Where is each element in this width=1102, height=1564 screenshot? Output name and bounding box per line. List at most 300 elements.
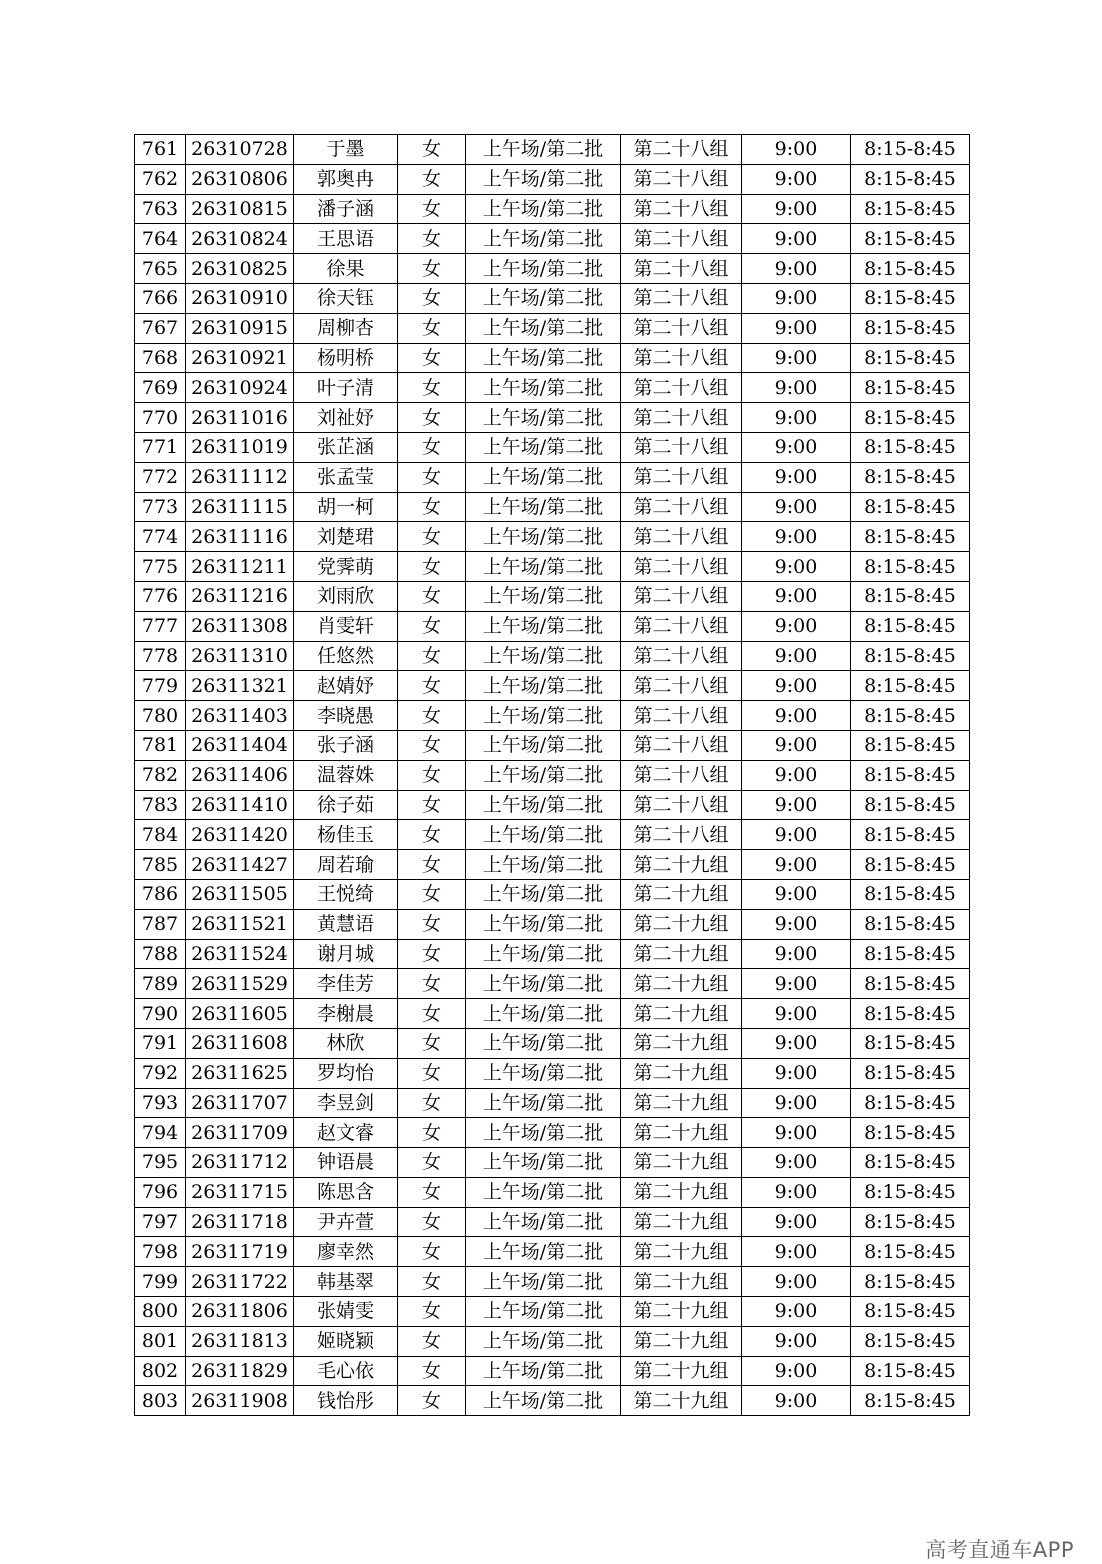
group-cell: 第二十九组 bbox=[621, 850, 742, 880]
seq-no-cell: 763 bbox=[135, 194, 186, 224]
check-in-time-cell: 8:15-8:45 bbox=[851, 492, 970, 522]
seq-no-cell: 786 bbox=[135, 879, 186, 909]
student-name-cell: 李昱剑 bbox=[294, 1088, 398, 1118]
session-batch-cell: 上午场/第二批 bbox=[466, 1237, 621, 1267]
student-name-cell: 王思语 bbox=[294, 224, 398, 254]
gender-cell: 女 bbox=[398, 1028, 466, 1058]
session-batch-cell: 上午场/第二批 bbox=[466, 1207, 621, 1237]
student-name-cell: 陈思含 bbox=[294, 1177, 398, 1207]
session-batch-cell: 上午场/第二批 bbox=[466, 135, 621, 165]
watermark-text: 高考直通车APP bbox=[925, 1538, 1074, 1562]
exam-time-cell: 9:00 bbox=[742, 879, 851, 909]
candidate-id-cell: 26311420 bbox=[186, 820, 294, 850]
gender-cell: 女 bbox=[398, 403, 466, 433]
candidate-id-cell: 26311829 bbox=[186, 1356, 294, 1386]
session-batch-cell: 上午场/第二批 bbox=[466, 283, 621, 313]
table-row bbox=[135, 581, 970, 611]
candidate-id-cell: 26310825 bbox=[186, 254, 294, 284]
session-batch-cell: 上午场/第二批 bbox=[466, 254, 621, 284]
table-row bbox=[135, 432, 970, 462]
student-name-cell: 廖幸然 bbox=[294, 1237, 398, 1267]
group-cell: 第二十八组 bbox=[621, 343, 742, 373]
candidate-id-cell: 26311211 bbox=[186, 552, 294, 582]
session-batch-cell: 上午场/第二批 bbox=[466, 1356, 621, 1386]
seq-no-cell: 791 bbox=[135, 1028, 186, 1058]
student-name-cell: 张子涵 bbox=[294, 730, 398, 760]
gender-cell: 女 bbox=[398, 1237, 466, 1267]
table-row bbox=[135, 730, 970, 760]
check-in-time-cell: 8:15-8:45 bbox=[851, 1326, 970, 1356]
candidate-id-cell: 26311806 bbox=[186, 1297, 294, 1327]
group-cell: 第二十九组 bbox=[621, 1297, 742, 1327]
seq-no-cell: 795 bbox=[135, 1148, 186, 1178]
session-batch-cell: 上午场/第二批 bbox=[466, 641, 621, 671]
exam-time-cell: 9:00 bbox=[742, 462, 851, 492]
group-cell: 第二十八组 bbox=[621, 403, 742, 433]
seq-no-cell: 773 bbox=[135, 492, 186, 522]
table-row bbox=[135, 462, 970, 492]
session-batch-cell: 上午场/第二批 bbox=[466, 909, 621, 939]
check-in-time-cell: 8:15-8:45 bbox=[851, 999, 970, 1029]
gender-cell: 女 bbox=[398, 1297, 466, 1327]
session-batch-cell: 上午场/第二批 bbox=[466, 432, 621, 462]
table-row bbox=[135, 939, 970, 969]
exam-time-cell: 9:00 bbox=[742, 939, 851, 969]
table-row bbox=[135, 671, 970, 701]
check-in-time-cell: 8:15-8:45 bbox=[851, 1207, 970, 1237]
student-name-cell: 刘楚珺 bbox=[294, 522, 398, 552]
session-batch-cell: 上午场/第二批 bbox=[466, 164, 621, 194]
check-in-time-cell: 8:15-8:45 bbox=[851, 1148, 970, 1178]
exam-time-cell: 9:00 bbox=[742, 641, 851, 671]
check-in-time-cell: 8:15-8:45 bbox=[851, 850, 970, 880]
group-cell: 第二十八组 bbox=[621, 701, 742, 731]
table-row bbox=[135, 224, 970, 254]
exam-time-cell: 9:00 bbox=[742, 850, 851, 880]
exam-time-cell: 9:00 bbox=[742, 1267, 851, 1297]
check-in-time-cell: 8:15-8:45 bbox=[851, 611, 970, 641]
seq-no-cell: 790 bbox=[135, 999, 186, 1029]
exam-time-cell: 9:00 bbox=[742, 254, 851, 284]
exam-time-cell: 9:00 bbox=[742, 730, 851, 760]
gender-cell: 女 bbox=[398, 909, 466, 939]
table-row bbox=[135, 1177, 970, 1207]
candidate-id-cell: 26311524 bbox=[186, 939, 294, 969]
table-row bbox=[135, 641, 970, 671]
check-in-time-cell: 8:15-8:45 bbox=[851, 879, 970, 909]
session-batch-cell: 上午场/第二批 bbox=[466, 1267, 621, 1297]
student-name-cell: 李榭晨 bbox=[294, 999, 398, 1029]
table-row bbox=[135, 1207, 970, 1237]
group-cell: 第二十八组 bbox=[621, 224, 742, 254]
check-in-time-cell: 8:15-8:45 bbox=[851, 671, 970, 701]
group-cell: 第二十九组 bbox=[621, 1148, 742, 1178]
student-name-cell: 张芷涵 bbox=[294, 432, 398, 462]
session-batch-cell: 上午场/第二批 bbox=[466, 462, 621, 492]
candidate-id-cell: 26311722 bbox=[186, 1267, 294, 1297]
seq-no-cell: 775 bbox=[135, 552, 186, 582]
gender-cell: 女 bbox=[398, 1267, 466, 1297]
exam-time-cell: 9:00 bbox=[742, 1207, 851, 1237]
candidate-id-cell: 26311427 bbox=[186, 850, 294, 880]
exam-time-cell: 9:00 bbox=[742, 701, 851, 731]
session-batch-cell: 上午场/第二批 bbox=[466, 760, 621, 790]
table-row bbox=[135, 1058, 970, 1088]
group-cell: 第二十九组 bbox=[621, 969, 742, 999]
seq-no-cell: 787 bbox=[135, 909, 186, 939]
table-row bbox=[135, 403, 970, 433]
check-in-time-cell: 8:15-8:45 bbox=[851, 135, 970, 165]
seq-no-cell: 776 bbox=[135, 581, 186, 611]
group-cell: 第二十九组 bbox=[621, 1386, 742, 1416]
group-cell: 第二十八组 bbox=[621, 671, 742, 701]
candidate-id-cell: 26311608 bbox=[186, 1028, 294, 1058]
table-row bbox=[135, 611, 970, 641]
candidate-id-cell: 26310728 bbox=[186, 135, 294, 165]
check-in-time-cell: 8:15-8:45 bbox=[851, 313, 970, 343]
gender-cell: 女 bbox=[398, 999, 466, 1029]
session-batch-cell: 上午场/第二批 bbox=[466, 403, 621, 433]
group-cell: 第二十八组 bbox=[621, 254, 742, 284]
exam-time-cell: 9:00 bbox=[742, 1088, 851, 1118]
session-batch-cell: 上午场/第二批 bbox=[466, 611, 621, 641]
table-row bbox=[135, 492, 970, 522]
table-row bbox=[135, 1267, 970, 1297]
seq-no-cell: 762 bbox=[135, 164, 186, 194]
check-in-time-cell: 8:15-8:45 bbox=[851, 969, 970, 999]
session-batch-cell: 上午场/第二批 bbox=[466, 701, 621, 731]
exam-time-cell: 9:00 bbox=[742, 1058, 851, 1088]
check-in-time-cell: 8:15-8:45 bbox=[851, 641, 970, 671]
candidate-id-cell: 26311605 bbox=[186, 999, 294, 1029]
gender-cell: 女 bbox=[398, 462, 466, 492]
student-name-cell: 党霁萌 bbox=[294, 552, 398, 582]
candidate-id-cell: 26310824 bbox=[186, 224, 294, 254]
session-batch-cell: 上午场/第二批 bbox=[466, 939, 621, 969]
exam-time-cell: 9:00 bbox=[742, 671, 851, 701]
student-name-cell: 刘祉妤 bbox=[294, 403, 398, 433]
gender-cell: 女 bbox=[398, 760, 466, 790]
gender-cell: 女 bbox=[398, 1088, 466, 1118]
student-name-cell: 毛心依 bbox=[294, 1356, 398, 1386]
roster-body bbox=[135, 135, 970, 1416]
table-row bbox=[135, 909, 970, 939]
check-in-time-cell: 8:15-8:45 bbox=[851, 1088, 970, 1118]
candidate-id-cell: 26311529 bbox=[186, 969, 294, 999]
exam-time-cell: 9:00 bbox=[742, 820, 851, 850]
candidate-id-cell: 26311019 bbox=[186, 432, 294, 462]
exam-time-cell: 9:00 bbox=[742, 552, 851, 582]
exam-time-cell: 9:00 bbox=[742, 1326, 851, 1356]
check-in-time-cell: 8:15-8:45 bbox=[851, 730, 970, 760]
table-row bbox=[135, 283, 970, 313]
seq-no-cell: 772 bbox=[135, 462, 186, 492]
candidate-id-cell: 26311813 bbox=[186, 1326, 294, 1356]
student-name-cell: 李晓愚 bbox=[294, 701, 398, 731]
gender-cell: 女 bbox=[398, 701, 466, 731]
table-row bbox=[135, 1148, 970, 1178]
session-batch-cell: 上午场/第二批 bbox=[466, 1028, 621, 1058]
group-cell: 第二十八组 bbox=[621, 522, 742, 552]
group-cell: 第二十九组 bbox=[621, 1058, 742, 1088]
table-row bbox=[135, 1118, 970, 1148]
check-in-time-cell: 8:15-8:45 bbox=[851, 1297, 970, 1327]
exam-time-cell: 9:00 bbox=[742, 1386, 851, 1416]
session-batch-cell: 上午场/第二批 bbox=[466, 1088, 621, 1118]
candidate-id-cell: 26310806 bbox=[186, 164, 294, 194]
student-name-cell: 徐子茹 bbox=[294, 790, 398, 820]
session-batch-cell: 上午场/第二批 bbox=[466, 1297, 621, 1327]
seq-no-cell: 783 bbox=[135, 790, 186, 820]
student-name-cell: 赵文睿 bbox=[294, 1118, 398, 1148]
exam-time-cell: 9:00 bbox=[742, 135, 851, 165]
candidate-id-cell: 26311115 bbox=[186, 492, 294, 522]
student-name-cell: 任悠然 bbox=[294, 641, 398, 671]
gender-cell: 女 bbox=[398, 1148, 466, 1178]
seq-no-cell: 765 bbox=[135, 254, 186, 284]
table-row bbox=[135, 701, 970, 731]
group-cell: 第二十八组 bbox=[621, 164, 742, 194]
check-in-time-cell: 8:15-8:45 bbox=[851, 403, 970, 433]
group-cell: 第二十八组 bbox=[621, 552, 742, 582]
table-row bbox=[135, 313, 970, 343]
candidate-id-cell: 26310815 bbox=[186, 194, 294, 224]
student-name-cell: 胡一柯 bbox=[294, 492, 398, 522]
seq-no-cell: 777 bbox=[135, 611, 186, 641]
gender-cell: 女 bbox=[398, 135, 466, 165]
exam-time-cell: 9:00 bbox=[742, 581, 851, 611]
gender-cell: 女 bbox=[398, 1356, 466, 1386]
group-cell: 第二十九组 bbox=[621, 1177, 742, 1207]
check-in-time-cell: 8:15-8:45 bbox=[851, 283, 970, 313]
gender-cell: 女 bbox=[398, 939, 466, 969]
candidate-id-cell: 26310924 bbox=[186, 373, 294, 403]
candidate-id-cell: 26311410 bbox=[186, 790, 294, 820]
student-name-cell: 温蓉姝 bbox=[294, 760, 398, 790]
exam-time-cell: 9:00 bbox=[742, 760, 851, 790]
session-batch-cell: 上午场/第二批 bbox=[466, 969, 621, 999]
exam-time-cell: 9:00 bbox=[742, 611, 851, 641]
seq-no-cell: 768 bbox=[135, 343, 186, 373]
table-row bbox=[135, 254, 970, 284]
check-in-time-cell: 8:15-8:45 bbox=[851, 164, 970, 194]
group-cell: 第二十九组 bbox=[621, 1088, 742, 1118]
student-name-cell: 肖雯轩 bbox=[294, 611, 398, 641]
student-name-cell: 张孟莹 bbox=[294, 462, 398, 492]
group-cell: 第二十八组 bbox=[621, 432, 742, 462]
student-name-cell: 姬晓颖 bbox=[294, 1326, 398, 1356]
gender-cell: 女 bbox=[398, 313, 466, 343]
check-in-time-cell: 8:15-8:45 bbox=[851, 1118, 970, 1148]
exam-time-cell: 9:00 bbox=[742, 432, 851, 462]
table-row bbox=[135, 1028, 970, 1058]
session-batch-cell: 上午场/第二批 bbox=[466, 1118, 621, 1148]
candidate-id-cell: 26311908 bbox=[186, 1386, 294, 1416]
table-row bbox=[135, 194, 970, 224]
gender-cell: 女 bbox=[398, 1177, 466, 1207]
student-name-cell: 于墨 bbox=[294, 135, 398, 165]
candidate-id-cell: 26311116 bbox=[186, 522, 294, 552]
session-batch-cell: 上午场/第二批 bbox=[466, 343, 621, 373]
table-row bbox=[135, 343, 970, 373]
seq-no-cell: 798 bbox=[135, 1237, 186, 1267]
session-batch-cell: 上午场/第二批 bbox=[466, 1148, 621, 1178]
candidate-id-cell: 26311310 bbox=[186, 641, 294, 671]
group-cell: 第二十九组 bbox=[621, 1267, 742, 1297]
check-in-time-cell: 8:15-8:45 bbox=[851, 1058, 970, 1088]
session-batch-cell: 上午场/第二批 bbox=[466, 373, 621, 403]
session-batch-cell: 上午场/第二批 bbox=[466, 1386, 621, 1416]
gender-cell: 女 bbox=[398, 194, 466, 224]
student-name-cell: 刘雨欣 bbox=[294, 581, 398, 611]
gender-cell: 女 bbox=[398, 730, 466, 760]
exam-time-cell: 9:00 bbox=[742, 1028, 851, 1058]
candidate-id-cell: 26311403 bbox=[186, 701, 294, 731]
roster-table bbox=[134, 134, 970, 1416]
student-name-cell: 杨明桥 bbox=[294, 343, 398, 373]
candidate-id-cell: 26311709 bbox=[186, 1118, 294, 1148]
group-cell: 第二十九组 bbox=[621, 1326, 742, 1356]
exam-time-cell: 9:00 bbox=[742, 343, 851, 373]
candidate-id-cell: 26311112 bbox=[186, 462, 294, 492]
student-name-cell: 林欣 bbox=[294, 1028, 398, 1058]
seq-no-cell: 769 bbox=[135, 373, 186, 403]
student-name-cell: 王悦绮 bbox=[294, 879, 398, 909]
group-cell: 第二十九组 bbox=[621, 1028, 742, 1058]
gender-cell: 女 bbox=[398, 373, 466, 403]
exam-time-cell: 9:00 bbox=[742, 1118, 851, 1148]
group-cell: 第二十九组 bbox=[621, 1237, 742, 1267]
candidate-id-cell: 26311707 bbox=[186, 1088, 294, 1118]
table-row bbox=[135, 1297, 970, 1327]
candidate-id-cell: 26311016 bbox=[186, 403, 294, 433]
table-row bbox=[135, 999, 970, 1029]
table-row bbox=[135, 164, 970, 194]
candidate-id-cell: 26311719 bbox=[186, 1237, 294, 1267]
gender-cell: 女 bbox=[398, 343, 466, 373]
group-cell: 第二十八组 bbox=[621, 581, 742, 611]
candidate-id-cell: 26311625 bbox=[186, 1058, 294, 1088]
group-cell: 第二十九组 bbox=[621, 999, 742, 1029]
seq-no-cell: 781 bbox=[135, 730, 186, 760]
exam-time-cell: 9:00 bbox=[742, 373, 851, 403]
exam-time-cell: 9:00 bbox=[742, 522, 851, 552]
student-name-cell: 徐果 bbox=[294, 254, 398, 284]
gender-cell: 女 bbox=[398, 1058, 466, 1088]
student-name-cell: 潘子涵 bbox=[294, 194, 398, 224]
seq-no-cell: 803 bbox=[135, 1386, 186, 1416]
seq-no-cell: 785 bbox=[135, 850, 186, 880]
exam-time-cell: 9:00 bbox=[742, 999, 851, 1029]
check-in-time-cell: 8:15-8:45 bbox=[851, 581, 970, 611]
session-batch-cell: 上午场/第二批 bbox=[466, 1177, 621, 1207]
student-name-cell: 谢月城 bbox=[294, 939, 398, 969]
session-batch-cell: 上午场/第二批 bbox=[466, 790, 621, 820]
seq-no-cell: 789 bbox=[135, 969, 186, 999]
gender-cell: 女 bbox=[398, 1118, 466, 1148]
candidate-id-cell: 26311404 bbox=[186, 730, 294, 760]
check-in-time-cell: 8:15-8:45 bbox=[851, 939, 970, 969]
group-cell: 第二十八组 bbox=[621, 611, 742, 641]
session-batch-cell: 上午场/第二批 bbox=[466, 999, 621, 1029]
gender-cell: 女 bbox=[398, 969, 466, 999]
check-in-time-cell: 8:15-8:45 bbox=[851, 254, 970, 284]
student-name-cell: 钟语晨 bbox=[294, 1148, 398, 1178]
table-row bbox=[135, 1356, 970, 1386]
gender-cell: 女 bbox=[398, 1207, 466, 1237]
gender-cell: 女 bbox=[398, 671, 466, 701]
table-row bbox=[135, 850, 970, 880]
table-row bbox=[135, 1088, 970, 1118]
candidate-id-cell: 26311505 bbox=[186, 879, 294, 909]
table-row bbox=[135, 879, 970, 909]
gender-cell: 女 bbox=[398, 641, 466, 671]
session-batch-cell: 上午场/第二批 bbox=[466, 730, 621, 760]
gender-cell: 女 bbox=[398, 254, 466, 284]
exam-time-cell: 9:00 bbox=[742, 283, 851, 313]
seq-no-cell: 782 bbox=[135, 760, 186, 790]
gender-cell: 女 bbox=[398, 850, 466, 880]
seq-no-cell: 792 bbox=[135, 1058, 186, 1088]
session-batch-cell: 上午场/第二批 bbox=[466, 1326, 621, 1356]
group-cell: 第二十八组 bbox=[621, 283, 742, 313]
seq-no-cell: 764 bbox=[135, 224, 186, 254]
candidate-id-cell: 26311308 bbox=[186, 611, 294, 641]
exam-time-cell: 9:00 bbox=[742, 969, 851, 999]
session-batch-cell: 上午场/第二批 bbox=[466, 194, 621, 224]
seq-no-cell: 794 bbox=[135, 1118, 186, 1148]
student-name-cell: 李佳芳 bbox=[294, 969, 398, 999]
check-in-time-cell: 8:15-8:45 bbox=[851, 790, 970, 820]
seq-no-cell: 761 bbox=[135, 135, 186, 165]
student-name-cell: 杨佳玉 bbox=[294, 820, 398, 850]
student-name-cell: 尹卉萱 bbox=[294, 1207, 398, 1237]
session-batch-cell: 上午场/第二批 bbox=[466, 850, 621, 880]
group-cell: 第二十八组 bbox=[621, 194, 742, 224]
table-row bbox=[135, 1237, 970, 1267]
group-cell: 第二十八组 bbox=[621, 373, 742, 403]
check-in-time-cell: 8:15-8:45 bbox=[851, 701, 970, 731]
candidate-id-cell: 26310921 bbox=[186, 343, 294, 373]
seq-no-cell: 793 bbox=[135, 1088, 186, 1118]
session-batch-cell: 上午场/第二批 bbox=[466, 1058, 621, 1088]
student-name-cell: 韩基翠 bbox=[294, 1267, 398, 1297]
check-in-time-cell: 8:15-8:45 bbox=[851, 522, 970, 552]
check-in-time-cell: 8:15-8:45 bbox=[851, 552, 970, 582]
seq-no-cell: 784 bbox=[135, 820, 186, 850]
check-in-time-cell: 8:15-8:45 bbox=[851, 909, 970, 939]
exam-time-cell: 9:00 bbox=[742, 1148, 851, 1178]
gender-cell: 女 bbox=[398, 879, 466, 909]
seq-no-cell: 774 bbox=[135, 522, 186, 552]
candidate-id-cell: 26311715 bbox=[186, 1177, 294, 1207]
session-batch-cell: 上午场/第二批 bbox=[466, 492, 621, 522]
exam-time-cell: 9:00 bbox=[742, 1356, 851, 1386]
gender-cell: 女 bbox=[398, 581, 466, 611]
candidate-id-cell: 26310915 bbox=[186, 313, 294, 343]
student-name-cell: 周若瑜 bbox=[294, 850, 398, 880]
check-in-time-cell: 8:15-8:45 bbox=[851, 224, 970, 254]
student-name-cell: 罗均怡 bbox=[294, 1058, 398, 1088]
seq-no-cell: 779 bbox=[135, 671, 186, 701]
gender-cell: 女 bbox=[398, 820, 466, 850]
session-batch-cell: 上午场/第二批 bbox=[466, 879, 621, 909]
candidate-id-cell: 26311216 bbox=[186, 581, 294, 611]
check-in-time-cell: 8:15-8:45 bbox=[851, 1386, 970, 1416]
exam-time-cell: 9:00 bbox=[742, 492, 851, 522]
seq-no-cell: 770 bbox=[135, 403, 186, 433]
group-cell: 第二十八组 bbox=[621, 641, 742, 671]
